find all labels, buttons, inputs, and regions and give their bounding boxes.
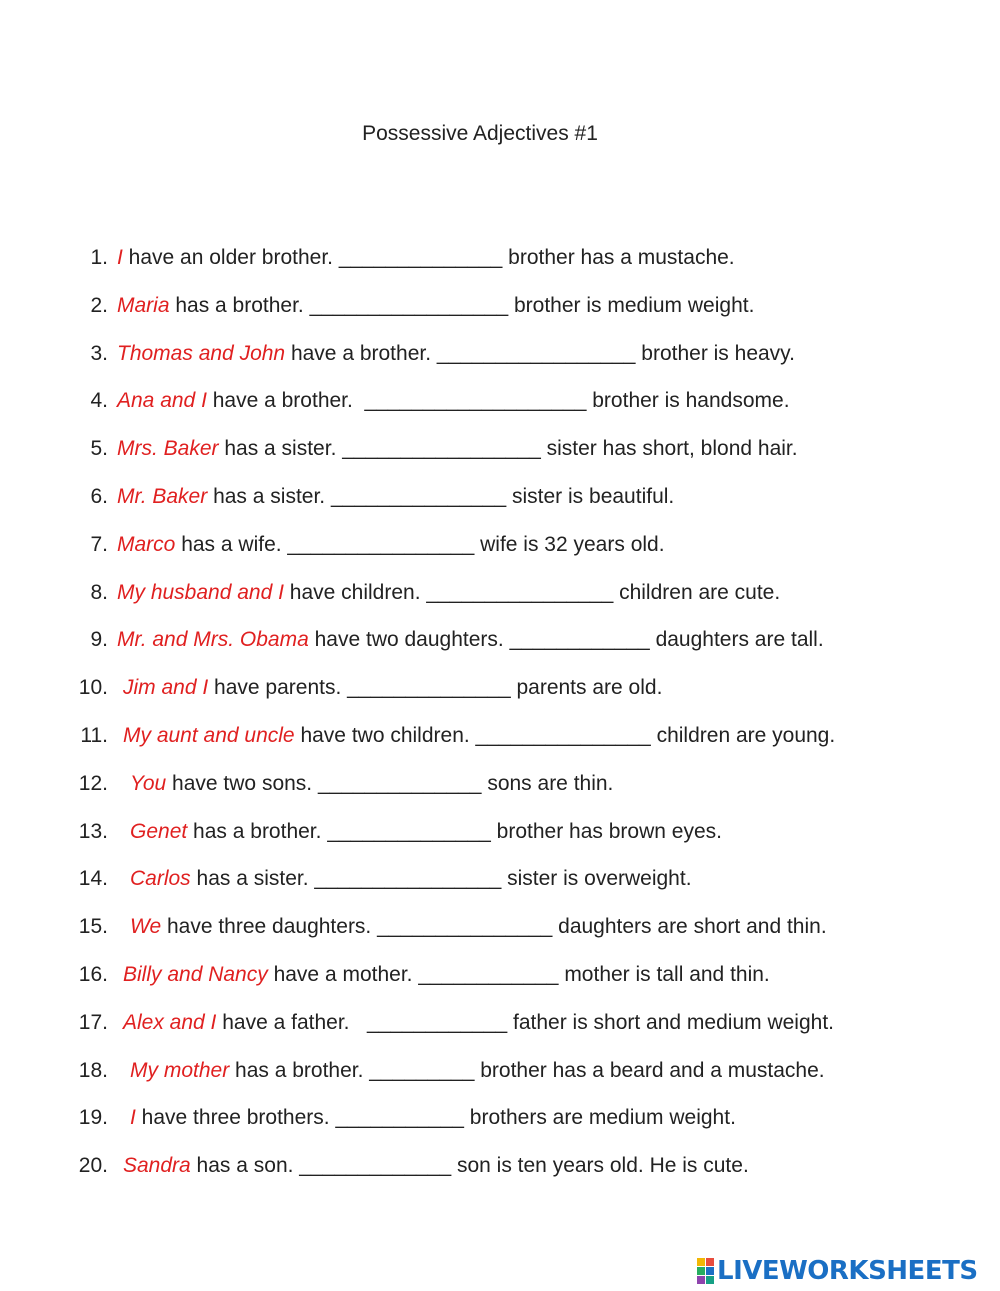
logo-block [706,1276,714,1284]
sentence-end: brother is heavy. [635,341,795,365]
sentence-start: have a father. [216,1010,368,1034]
sentence [130,861,692,897]
exercise-item [0,240,1000,288]
answer-blank[interactable]: ________________ [426,580,614,604]
sentence-end: parents are old. [510,676,663,700]
item-number: 18. [78,1058,108,1082]
sentence [130,814,722,850]
sentence [123,957,770,993]
item-number: 3. [90,341,108,365]
item-number: 11. [80,723,108,747]
sentence-start: have two daughters. [308,628,510,652]
subject-text: My aunt and uncle [123,723,295,747]
sentence-start: have children. [283,580,427,604]
answer-blank[interactable]: ____________ [367,1010,508,1034]
sentence [123,718,835,754]
exercise-item [0,527,1000,575]
subject-text: I [117,246,123,269]
sentence-start: have two sons. [166,771,318,795]
answer-blank[interactable]: _______________ [475,723,651,747]
sentence [117,575,780,611]
item-number: 2. [90,293,108,317]
logo-block [697,1267,705,1275]
exercise-item [0,909,1000,957]
sentence [130,909,827,945]
exercise-list [0,240,1000,1196]
logo-block [706,1258,714,1266]
sentence-start: have two children. [294,723,476,747]
sentence-end: brother has brown eyes. [490,819,722,843]
subject-text: We [130,915,162,939]
sentence-start: has a brother. [229,1058,370,1082]
sentence-start: has a brother. [187,819,328,843]
sentence-start: have an older brother. [122,246,339,269]
answer-blank[interactable]: ___________ [335,1106,464,1130]
item-number: 19. [78,1106,108,1130]
subject-text: Carlos [130,867,191,891]
sentence-start: have parents. [208,676,348,700]
item-number: 10. [78,676,108,700]
sentence [117,431,798,467]
sentence-start: have a brother. [206,389,365,413]
item-number: 7. [90,532,108,556]
sentence-start: has a sister. [218,437,343,461]
sentence-end: sister is beautiful. [506,484,675,508]
sentence [123,1148,749,1184]
exercise-item [0,957,1000,1005]
subject-text: Jim and I [123,676,209,700]
exercise-item [0,431,1000,479]
answer-blank[interactable]: _______________ [330,484,507,508]
subject-text: My husband and I [117,580,284,604]
subject-text: Alex and I [123,1010,217,1034]
item-number: 20. [78,1154,108,1178]
exercise-item [0,861,1000,909]
answer-blank[interactable]: ______________ [317,771,482,795]
logo-block [697,1258,705,1266]
sentence-start: have three daughters. [161,915,378,939]
liveworksheets-logo [697,1256,978,1286]
exercise-item [0,718,1000,766]
item-number: 14. [78,867,108,891]
sentence-start: have a brother. [285,341,437,365]
exercise-item [0,670,1000,718]
page-title: Possessive Adjectives #1 [362,122,598,145]
sentence-end: children are young. [650,723,836,747]
item-number: 13. [78,819,108,843]
logo-text: LIVEWORKSHEETS [717,1256,978,1286]
answer-blank[interactable]: _____________ [299,1154,452,1178]
logo-block [706,1267,714,1275]
answer-blank[interactable]: _________________ [342,437,541,461]
answer-blank[interactable]: ________________ [314,867,502,891]
sentence [117,288,754,324]
sentence [117,479,674,515]
sentence-end: brother is handsome. [586,389,790,413]
subject-text: Mr. Baker [117,484,208,508]
answer-blank[interactable]: ____________ [509,628,650,652]
subject-text: Marco [117,532,176,556]
sentence [117,383,790,419]
answer-blank[interactable]: _________________ [436,341,636,365]
sentence-end: brother has a mustache. [502,246,735,269]
logo-block [697,1276,705,1284]
sentence [123,670,662,706]
sentence-end: daughters are tall. [649,628,824,652]
exercise-item [0,622,1000,670]
sentence-start: have three brothers. [135,1106,336,1130]
subject-text: Ana and I [117,389,207,413]
sentence-end: sister is overweight. [501,867,692,891]
sentence [117,336,795,372]
answer-blank[interactable]: ________________ [287,532,475,556]
subject-text: You [130,771,167,795]
sentence [117,240,735,276]
sentence-end: sister has short, blond hair. [540,437,798,461]
sentence [130,1053,825,1089]
subject-text: Maria [117,293,170,317]
subject-text: I [130,1106,136,1130]
sentence [123,1005,834,1041]
exercise-item [0,479,1000,527]
item-number: 1. [90,246,108,269]
subject-text: Thomas and John [117,341,286,365]
subject-text: My mother [130,1058,230,1082]
item-number: 9. [90,628,108,652]
answer-blank[interactable]: ______________ [347,676,511,700]
sentence [130,766,613,802]
exercise-item [0,766,1000,814]
sentence-end: brother has a beard and a mustache. [474,1058,825,1082]
sentence-end: father is short and medium weight. [507,1010,834,1034]
subject-text: Billy and Nancy [123,962,268,986]
exercise-item [0,814,1000,862]
sentence-end: mother is tall and thin. [558,962,770,986]
item-number: 6. [90,484,108,508]
sentence-end: brothers are medium weight. [463,1106,736,1130]
answer-blank[interactable]: ______________ [327,819,491,843]
exercise-item [0,1053,1000,1101]
answer-blank[interactable]: _________ [369,1058,475,1082]
sentence-start: has a brother. [169,293,310,317]
sentence-end: sons are thin. [481,771,614,795]
sentence-end: daughters are short and thin. [552,915,827,939]
sentence-end: wife is 32 years old. [474,532,665,556]
item-number: 12. [78,771,108,795]
item-number: 8. [90,580,108,604]
exercise-item [0,288,1000,336]
item-number: 5. [90,437,108,461]
sentence-start: has a sister. [207,484,331,508]
answer-blank[interactable]: _______________ [377,915,553,939]
subject-text: Genet [130,819,188,843]
sentence-end: son is ten years old. He is cute. [451,1154,749,1178]
subject-text: Sandra [123,1154,191,1178]
sentence [117,527,665,563]
subject-text: Mr. and Mrs. Obama [117,628,309,652]
exercise-item [0,383,1000,431]
logo-blocks-icon [697,1258,714,1284]
sentence [117,622,824,658]
answer-blank[interactable]: ______________ [338,246,503,269]
answer-blank[interactable]: ___________________ [364,389,587,413]
exercise-item [0,336,1000,384]
exercise-item [0,575,1000,623]
sentence-start: has a son. [190,1154,300,1178]
exercise-item [0,1148,1000,1196]
sentence [130,1100,736,1136]
answer-blank[interactable]: ____________ [418,962,559,986]
exercise-item [0,1100,1000,1148]
item-number: 15. [78,915,108,939]
item-number: 4. [90,389,108,413]
exercise-item [0,1005,1000,1053]
item-number: 16. [78,962,108,986]
sentence-end: brother is medium weight. [508,293,755,317]
sentence-start: has a wife. [175,532,288,556]
subject-text: Mrs. Baker [117,437,219,461]
sentence-end: children are cute. [613,580,781,604]
item-number: 17. [78,1010,108,1034]
answer-blank[interactable]: _________________ [309,293,509,317]
sentence-start: has a sister. [190,867,315,891]
sentence-start: have a mother. [267,962,419,986]
